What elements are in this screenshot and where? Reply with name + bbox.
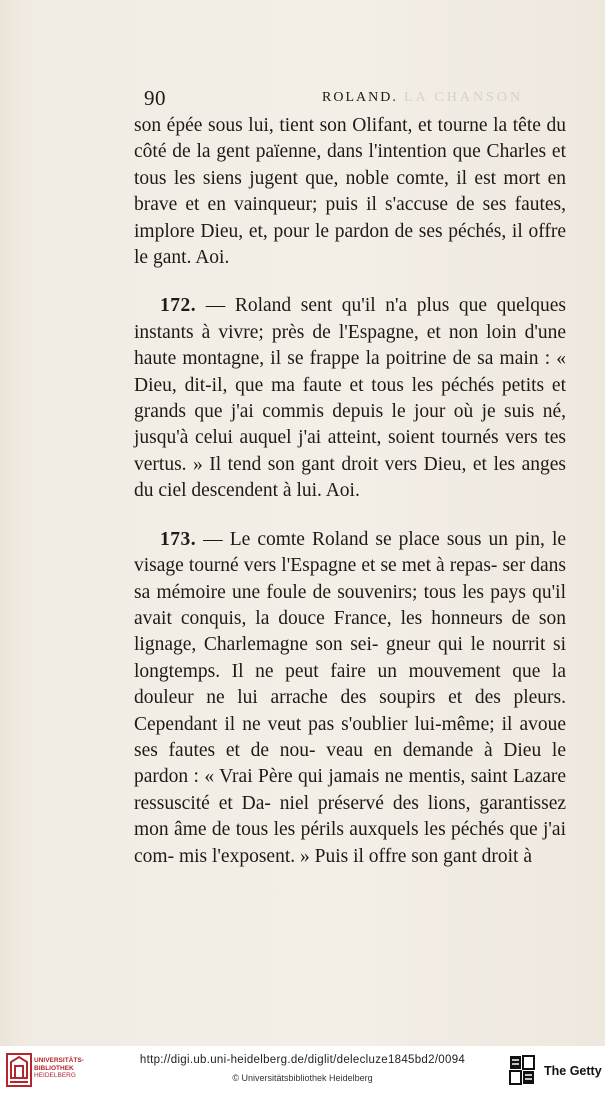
text-line: les pays qu'il avait conquis, la douce France, les [134,581,566,629]
text-line: gneur qui le nourrit si longtemps. Il ne peut faire [134,634,567,682]
page-header [136,86,566,108]
running-title: ROLAND. [322,90,398,105]
text-line: péchés petits et grands que j'ai commis depuis le [134,374,567,423]
page-number: 90 [144,86,166,110]
text-line: droit vers Dieu, et les anges du ciel descendent à [134,453,566,502]
viewer-footer [0,1046,605,1094]
text-line: son épée sous lui, tient son Olifant, et tourne la [134,115,508,136]
text-line: un mouvement que la douleur ne lui arrache des [134,660,566,709]
text-line: il s'accuse de ses fautes, implore Dieu, et, pour le [134,194,567,242]
paragraph-continued [134,113,566,271]
body-text [134,113,566,870]
text-line: comte, il est mort en brave et en vainqueur; puis [134,167,566,216]
text-line: — Le comte Roland se place sous un pin, [196,528,545,550]
paragraph-173 [134,527,566,870]
university-library-label: UNIVERSITÄTS- BIBLIOTHEK HEIDELBERG [34,1057,84,1079]
text-line: jour où je suis né, jusqu'à celui auquel j'ai atteint, [134,401,567,449]
getty-label: The Getty [544,1064,602,1078]
text-line: mis l'exposent. » Puis il offre son gant droit à [178,845,532,867]
text-line: veau en demande à Dieu le pardon : « Vrai Père qui [134,739,567,788]
section-number: 172. [160,295,197,317]
text-line: sa main : « Dieu, dit-il, que ma faute et tous les [134,348,567,396]
text-line: s'oublier lui-même; il avoue ses fautes et de nou- [134,713,567,761]
text-line: ser dans sa mémoire une foule de souvenirs; tous [134,555,567,603]
text-line: — Roland sent qu'il n'a plus que quelques [196,295,566,317]
copyright-notice: © Universitätsbibliothek Heidelberg [232,1073,373,1083]
getty-logo-icon [509,1055,535,1085]
paragraph-172 [134,293,566,504]
text-line: niel préservé des lions, garantissez mon âme de [134,792,567,841]
text-line: jamais ne mentis, saint Lazare ressuscité et Da- [134,766,566,814]
text-line: que Charles et tous les siens jugent que, noble [134,141,566,189]
text-line: tous les périls auxquels les péchés que j'ai com- [134,819,566,867]
text-line: lui. Aoi. [296,480,360,502]
text-line: soient tournés vers tes vertus. » Il tend son gant [134,427,566,475]
text-line: tête du côté de la gent païenne, dans l'intention [134,115,567,163]
permalink-url[interactable]: http://digi.ub.uni-heidelberg.de/diglit/delecluze1845bd2/0094 [139,1054,466,1066]
text-line: pardon de ses péchés, il offre le gant. Aoi. [134,220,567,269]
text-line: d'une haute montagne, il se frappe la poitrine de [134,321,566,370]
bleed-through-title: LA CHANSON [404,90,524,105]
text-line: honneurs de son lignage, Charlemagne son sei- [134,607,567,656]
section-number: 173. [160,528,197,550]
text-line: le visage tourné vers l'Espagne et se met à repas- [134,528,567,577]
text-line: instants à vivre; près de l'Espagne, et non loin [134,321,517,343]
text-line: soupirs et des pleurs. Cependant il ne veut pas [134,687,567,735]
